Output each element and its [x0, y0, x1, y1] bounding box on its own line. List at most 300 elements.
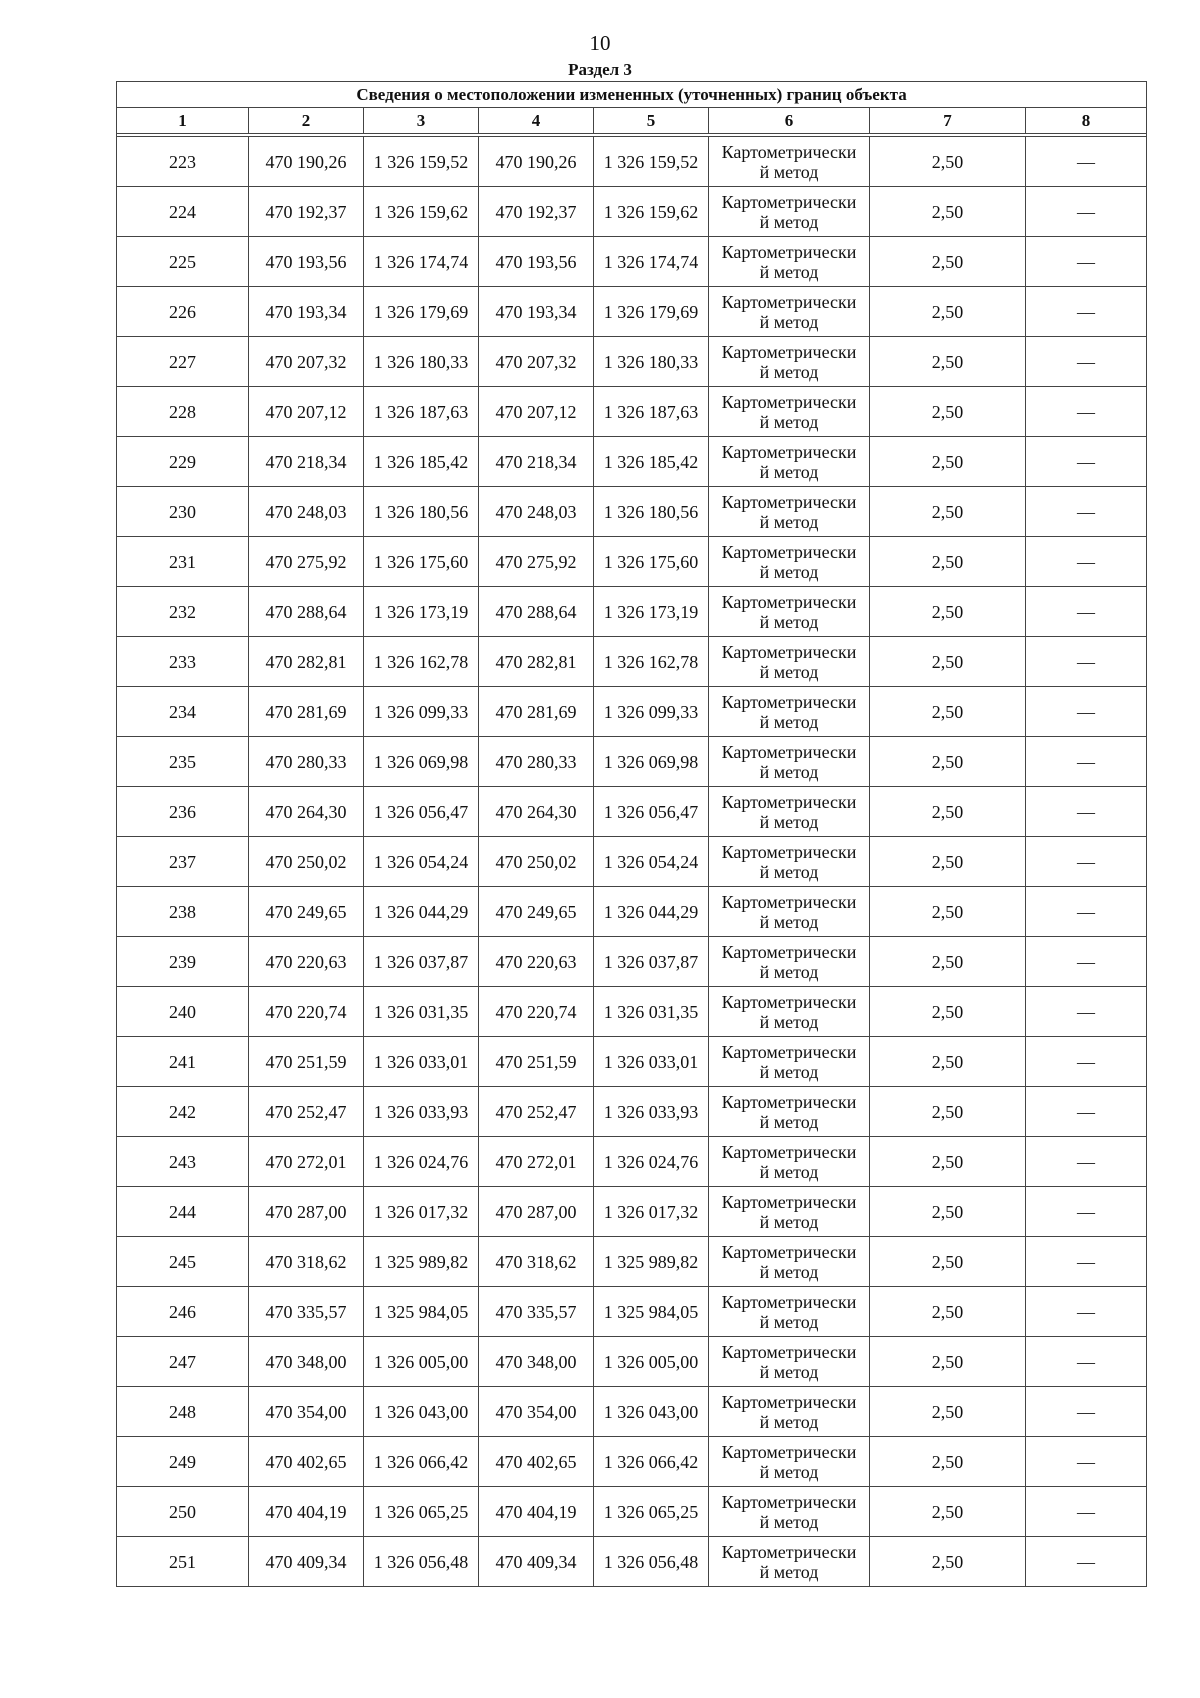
- x-new-cell: 470 280,33: [479, 737, 594, 787]
- table-row: [117, 1287, 1147, 1337]
- precision-cell: 2,50: [870, 687, 1026, 737]
- point-number-cell: 244: [117, 1187, 249, 1237]
- point-number-cell: 225: [117, 237, 249, 287]
- precision-cell: 2,50: [870, 1137, 1026, 1187]
- point-number-cell: 241: [117, 1037, 249, 1087]
- method-line-2: й метод: [759, 811, 819, 832]
- x-existing-cell: 470 264,30: [249, 787, 364, 837]
- description-cell: [1026, 137, 1147, 187]
- y-existing-cell: 1 325 989,82: [364, 1237, 479, 1287]
- method-cell: [709, 1537, 870, 1587]
- x-new-cell: 470 287,00: [479, 1187, 594, 1237]
- x-existing-cell: 470 348,00: [249, 1337, 364, 1387]
- x-new-cell: 470 249,65: [479, 887, 594, 937]
- description-cell: [1026, 787, 1147, 837]
- point-number-cell: 242: [117, 1087, 249, 1137]
- y-new-cell: 1 326 033,01: [594, 1037, 709, 1087]
- method-line-1: Картометрически: [721, 641, 857, 662]
- method-cell: [709, 537, 870, 587]
- dash-mark: —: [1077, 1001, 1096, 1022]
- table-row: [117, 1337, 1147, 1387]
- column-number: 5: [594, 108, 709, 134]
- precision-cell: 2,50: [870, 1237, 1026, 1287]
- method-line-2: й метод: [759, 211, 819, 232]
- column-number: 1: [117, 108, 249, 134]
- y-new-cell: 1 326 065,25: [594, 1487, 709, 1537]
- x-existing-cell: 470 280,33: [249, 737, 364, 787]
- table-caption: Сведения о местоположении измененных (уточненных) границ объекта: [117, 82, 1147, 108]
- table-row: [117, 1237, 1147, 1287]
- method-line-1: Картометрически: [721, 391, 857, 412]
- y-existing-cell: 1 326 159,62: [364, 187, 479, 237]
- x-existing-cell: 470 402,65: [249, 1437, 364, 1487]
- precision-cell: 2,50: [870, 837, 1026, 887]
- precision-cell: 2,50: [870, 137, 1026, 187]
- x-existing-cell: 470 250,02: [249, 837, 364, 887]
- table-row: [117, 1387, 1147, 1437]
- method-line-2: й метод: [759, 511, 819, 532]
- x-new-cell: 470 409,34: [479, 1537, 594, 1587]
- table-row: [117, 637, 1147, 687]
- y-existing-cell: 1 326 037,87: [364, 937, 479, 987]
- point-number-cell: 228: [117, 387, 249, 437]
- x-existing-cell: 470 275,92: [249, 537, 364, 587]
- x-new-cell: 470 354,00: [479, 1387, 594, 1437]
- description-cell: [1026, 1437, 1147, 1487]
- method-line-1: Картометрически: [721, 1341, 857, 1362]
- point-number-cell: 227: [117, 337, 249, 387]
- x-existing-cell: 470 272,01: [249, 1137, 364, 1187]
- x-existing-cell: 470 404,19: [249, 1487, 364, 1537]
- method-cell: [709, 187, 870, 237]
- y-existing-cell: 1 326 162,78: [364, 637, 479, 687]
- method-line-1: Картометрически: [721, 1391, 857, 1412]
- x-new-cell: 470 193,56: [479, 237, 594, 287]
- dash-mark: —: [1077, 651, 1096, 672]
- y-existing-cell: 1 326 056,47: [364, 787, 479, 837]
- point-number-cell: 232: [117, 587, 249, 637]
- method-line-2: й метод: [759, 1211, 819, 1232]
- dash-mark: —: [1077, 201, 1096, 222]
- dash-mark: —: [1077, 1451, 1096, 1472]
- method-line-2: й метод: [759, 1361, 819, 1382]
- point-number-cell: 231: [117, 537, 249, 587]
- method-line-2: й метод: [759, 911, 819, 932]
- y-existing-cell: 1 326 024,76: [364, 1137, 479, 1187]
- y-new-cell: 1 326 173,19: [594, 587, 709, 637]
- y-new-cell: 1 326 175,60: [594, 537, 709, 587]
- table-row: [117, 1437, 1147, 1487]
- point-number-cell: 240: [117, 987, 249, 1037]
- y-existing-cell: 1 325 984,05: [364, 1287, 479, 1337]
- y-new-cell: 1 326 180,56: [594, 487, 709, 537]
- dash-mark: —: [1077, 851, 1096, 872]
- method-line-1: Картометрически: [721, 841, 857, 862]
- dash-mark: —: [1077, 601, 1096, 622]
- x-existing-cell: 470 193,34: [249, 287, 364, 337]
- y-existing-cell: 1 326 069,98: [364, 737, 479, 787]
- table-row: [117, 1187, 1147, 1237]
- precision-cell: 2,50: [870, 1437, 1026, 1487]
- description-cell: [1026, 337, 1147, 387]
- point-number-cell: 250: [117, 1487, 249, 1537]
- precision-cell: 2,50: [870, 1287, 1026, 1337]
- method-line-1: Картометрически: [721, 1041, 857, 1062]
- method-cell: [709, 1437, 870, 1487]
- x-existing-cell: 470 409,34: [249, 1537, 364, 1587]
- method-line-2: й метод: [759, 1461, 819, 1482]
- description-cell: [1026, 487, 1147, 537]
- method-line-2: й метод: [759, 861, 819, 882]
- method-line-1: Картометрически: [721, 791, 857, 812]
- y-new-cell: 1 326 017,32: [594, 1187, 709, 1237]
- method-line-1: Картометрически: [721, 491, 857, 512]
- y-new-cell: 1 326 056,48: [594, 1537, 709, 1587]
- method-line-2: й метод: [759, 1561, 819, 1582]
- method-line-1: Картометрически: [721, 541, 857, 562]
- point-number-cell: 224: [117, 187, 249, 237]
- y-existing-cell: 1 326 033,01: [364, 1037, 479, 1087]
- y-existing-cell: 1 326 180,33: [364, 337, 479, 387]
- table-row: [117, 287, 1147, 337]
- method-line-1: Картометрически: [721, 441, 857, 462]
- method-line-1: Картометрически: [721, 191, 857, 212]
- x-new-cell: 470 220,63: [479, 937, 594, 987]
- x-new-cell: 470 207,12: [479, 387, 594, 437]
- method-cell: [709, 437, 870, 487]
- description-cell: [1026, 637, 1147, 687]
- column-number: 8: [1026, 108, 1147, 134]
- y-new-cell: 1 326 031,35: [594, 987, 709, 1037]
- column-number: 3: [364, 108, 479, 134]
- precision-cell: 2,50: [870, 187, 1026, 237]
- column-number-row: [117, 108, 1147, 134]
- y-existing-cell: 1 326 099,33: [364, 687, 479, 737]
- point-number-cell: 229: [117, 437, 249, 487]
- dash-mark: —: [1077, 251, 1096, 272]
- y-new-cell: 1 326 037,87: [594, 937, 709, 987]
- y-existing-cell: 1 326 017,32: [364, 1187, 479, 1237]
- x-new-cell: 470 282,81: [479, 637, 594, 687]
- point-number-cell: 245: [117, 1237, 249, 1287]
- precision-cell: 2,50: [870, 887, 1026, 937]
- y-new-cell: 1 326 159,52: [594, 137, 709, 187]
- x-new-cell: 470 318,62: [479, 1237, 594, 1287]
- table-row: [117, 487, 1147, 537]
- y-new-cell: 1 325 984,05: [594, 1287, 709, 1337]
- dash-mark: —: [1077, 551, 1096, 572]
- method-line-2: й метод: [759, 411, 819, 432]
- y-new-cell: 1 326 180,33: [594, 337, 709, 387]
- point-number-cell: 239: [117, 937, 249, 987]
- method-line-1: Картометрически: [721, 1191, 857, 1212]
- description-cell: [1026, 737, 1147, 787]
- y-new-cell: 1 325 989,82: [594, 1237, 709, 1287]
- method-cell: [709, 587, 870, 637]
- x-new-cell: 470 248,03: [479, 487, 594, 537]
- precision-cell: 2,50: [870, 937, 1026, 987]
- method-cell: [709, 1137, 870, 1187]
- method-cell: [709, 1487, 870, 1537]
- x-existing-cell: 470 282,81: [249, 637, 364, 687]
- description-cell: [1026, 287, 1147, 337]
- method-line-2: й метод: [759, 1261, 819, 1282]
- x-new-cell: 470 402,65: [479, 1437, 594, 1487]
- dash-mark: —: [1077, 951, 1096, 972]
- y-new-cell: 1 326 054,24: [594, 837, 709, 887]
- y-new-cell: 1 326 056,47: [594, 787, 709, 837]
- y-new-cell: 1 326 159,62: [594, 187, 709, 237]
- precision-cell: 2,50: [870, 1187, 1026, 1237]
- method-line-1: Картометрически: [721, 691, 857, 712]
- x-existing-cell: 470 281,69: [249, 687, 364, 737]
- x-existing-cell: 470 220,74: [249, 987, 364, 1037]
- precision-cell: 2,50: [870, 1037, 1026, 1087]
- column-number: 7: [870, 108, 1026, 134]
- page-number: 10: [589, 31, 611, 55]
- description-cell: [1026, 1137, 1147, 1187]
- method-line-2: й метод: [759, 661, 819, 682]
- point-number-cell: 237: [117, 837, 249, 887]
- table-row: [117, 837, 1147, 887]
- dash-mark: —: [1077, 901, 1096, 922]
- method-cell: [709, 1087, 870, 1137]
- description-cell: [1026, 1237, 1147, 1287]
- table-row: [117, 537, 1147, 587]
- dash-mark: —: [1077, 1101, 1096, 1122]
- method-line-2: й метод: [759, 161, 819, 182]
- method-cell: [709, 287, 870, 337]
- y-new-cell: 1 326 005,00: [594, 1337, 709, 1387]
- precision-cell: 2,50: [870, 1337, 1026, 1387]
- precision-cell: 2,50: [870, 637, 1026, 687]
- dash-mark: —: [1077, 301, 1096, 322]
- precision-cell: 2,50: [870, 1487, 1026, 1537]
- method-cell: [709, 687, 870, 737]
- method-line-1: Картометрически: [721, 341, 857, 362]
- x-existing-cell: 470 287,00: [249, 1187, 364, 1237]
- dash-mark: —: [1077, 1351, 1096, 1372]
- dash-mark: —: [1077, 1401, 1096, 1422]
- description-cell: [1026, 887, 1147, 937]
- dash-mark: —: [1077, 701, 1096, 722]
- method-line-1: Картометрически: [721, 1541, 857, 1562]
- method-cell: [709, 1287, 870, 1337]
- y-existing-cell: 1 326 056,48: [364, 1537, 479, 1587]
- precision-cell: 2,50: [870, 237, 1026, 287]
- precision-cell: 2,50: [870, 1537, 1026, 1587]
- table-body: [117, 134, 1147, 1587]
- method-line-1: Картометрически: [721, 591, 857, 612]
- x-existing-cell: 470 192,37: [249, 187, 364, 237]
- description-cell: [1026, 1337, 1147, 1387]
- method-cell: [709, 837, 870, 887]
- x-new-cell: 470 252,47: [479, 1087, 594, 1137]
- description-cell: [1026, 1487, 1147, 1537]
- y-new-cell: 1 326 174,74: [594, 237, 709, 287]
- method-cell: [709, 337, 870, 387]
- x-existing-cell: 470 248,03: [249, 487, 364, 537]
- x-new-cell: 470 272,01: [479, 1137, 594, 1187]
- y-existing-cell: 1 326 180,56: [364, 487, 479, 537]
- method-cell: [709, 1337, 870, 1387]
- precision-cell: 2,50: [870, 987, 1026, 1037]
- description-cell: [1026, 187, 1147, 237]
- y-new-cell: 1 326 187,63: [594, 387, 709, 437]
- method-line-1: Картометрически: [721, 741, 857, 762]
- dash-mark: —: [1077, 1201, 1096, 1222]
- y-existing-cell: 1 326 031,35: [364, 987, 479, 1037]
- method-cell: [709, 787, 870, 837]
- method-line-2: й метод: [759, 611, 819, 632]
- table-row: [117, 587, 1147, 637]
- table-row: [117, 1037, 1147, 1087]
- table-row: [117, 1087, 1147, 1137]
- table-row: [117, 887, 1147, 937]
- method-line-2: й метод: [759, 561, 819, 582]
- method-cell: [709, 737, 870, 787]
- method-line-1: Картометрически: [721, 1091, 857, 1112]
- x-new-cell: 470 281,69: [479, 687, 594, 737]
- table-row: [117, 787, 1147, 837]
- description-cell: [1026, 387, 1147, 437]
- precision-cell: 2,50: [870, 737, 1026, 787]
- method-line-2: й метод: [759, 1411, 819, 1432]
- method-line-1: Картометрически: [721, 1441, 857, 1462]
- y-new-cell: 1 326 033,93: [594, 1087, 709, 1137]
- y-existing-cell: 1 326 033,93: [364, 1087, 479, 1137]
- method-line-1: Картометрически: [721, 291, 857, 312]
- method-line-2: й метод: [759, 1111, 819, 1132]
- description-cell: [1026, 1537, 1147, 1587]
- description-cell: [1026, 237, 1147, 287]
- description-cell: [1026, 587, 1147, 637]
- x-existing-cell: 470 288,64: [249, 587, 364, 637]
- method-cell: [709, 987, 870, 1037]
- dash-mark: —: [1077, 501, 1096, 522]
- method-line-2: й метод: [759, 1061, 819, 1082]
- method-cell: [709, 1237, 870, 1287]
- section-title: Раздел 3: [568, 60, 632, 79]
- table-row: [117, 687, 1147, 737]
- x-existing-cell: 470 220,63: [249, 937, 364, 987]
- dash-mark: —: [1077, 451, 1096, 472]
- method-line-1: Картометрически: [721, 241, 857, 262]
- point-number-cell: 246: [117, 1287, 249, 1337]
- y-new-cell: 1 326 162,78: [594, 637, 709, 687]
- y-existing-cell: 1 326 179,69: [364, 287, 479, 337]
- x-new-cell: 470 404,19: [479, 1487, 594, 1537]
- x-new-cell: 470 190,26: [479, 137, 594, 187]
- column-number: 6: [709, 108, 870, 134]
- point-number-cell: 248: [117, 1387, 249, 1437]
- method-line-2: й метод: [759, 961, 819, 982]
- x-existing-cell: 470 252,47: [249, 1087, 364, 1137]
- point-number-cell: 251: [117, 1537, 249, 1587]
- point-number-cell: 247: [117, 1337, 249, 1387]
- y-existing-cell: 1 326 159,52: [364, 137, 479, 187]
- method-cell: [709, 137, 870, 187]
- x-existing-cell: 470 218,34: [249, 437, 364, 487]
- method-line-1: Картометрически: [721, 1491, 857, 1512]
- method-line-2: й метод: [759, 711, 819, 732]
- table-row: [117, 1137, 1147, 1187]
- y-existing-cell: 1 326 044,29: [364, 887, 479, 937]
- description-cell: [1026, 1187, 1147, 1237]
- method-line-2: й метод: [759, 311, 819, 332]
- y-new-cell: 1 326 069,98: [594, 737, 709, 787]
- x-new-cell: 470 193,34: [479, 287, 594, 337]
- y-new-cell: 1 326 024,76: [594, 1137, 709, 1187]
- table-row: [117, 187, 1147, 237]
- method-line-1: Картометрически: [721, 991, 857, 1012]
- x-new-cell: 470 220,74: [479, 987, 594, 1037]
- x-existing-cell: 470 354,00: [249, 1387, 364, 1437]
- y-existing-cell: 1 326 054,24: [364, 837, 479, 887]
- table-row: [117, 1537, 1147, 1587]
- dash-mark: —: [1077, 151, 1096, 172]
- method-cell: [709, 1387, 870, 1437]
- column-number: 4: [479, 108, 594, 134]
- y-new-cell: 1 326 099,33: [594, 687, 709, 737]
- table-row: [117, 737, 1147, 787]
- y-new-cell: 1 326 044,29: [594, 887, 709, 937]
- method-line-2: й метод: [759, 761, 819, 782]
- dash-mark: —: [1077, 1301, 1096, 1322]
- dash-mark: —: [1077, 401, 1096, 422]
- point-number-cell: 226: [117, 287, 249, 337]
- description-cell: [1026, 437, 1147, 487]
- x-new-cell: 470 335,57: [479, 1287, 594, 1337]
- point-number-cell: 223: [117, 137, 249, 187]
- dash-mark: —: [1077, 801, 1096, 822]
- precision-cell: 2,50: [870, 1087, 1026, 1137]
- method-cell: [709, 937, 870, 987]
- y-existing-cell: 1 326 005,00: [364, 1337, 479, 1387]
- method-line-2: й метод: [759, 261, 819, 282]
- method-line-2: й метод: [759, 361, 819, 382]
- method-cell: [709, 1187, 870, 1237]
- precision-cell: 2,50: [870, 537, 1026, 587]
- x-existing-cell: 470 207,32: [249, 337, 364, 387]
- method-cell: [709, 387, 870, 437]
- description-cell: [1026, 1037, 1147, 1087]
- precision-cell: 2,50: [870, 787, 1026, 837]
- method-line-1: Картометрически: [721, 141, 857, 162]
- x-new-cell: 470 218,34: [479, 437, 594, 487]
- description-cell: [1026, 837, 1147, 887]
- point-number-cell: 249: [117, 1437, 249, 1487]
- dash-mark: —: [1077, 351, 1096, 372]
- boundary-coordinates-table: [116, 81, 1147, 1587]
- x-new-cell: 470 348,00: [479, 1337, 594, 1387]
- precision-cell: 2,50: [870, 1387, 1026, 1437]
- precision-cell: 2,50: [870, 287, 1026, 337]
- x-new-cell: 470 192,37: [479, 187, 594, 237]
- method-cell: [709, 1037, 870, 1087]
- table-row: [117, 387, 1147, 437]
- precision-cell: 2,50: [870, 387, 1026, 437]
- method-line-1: Картометрически: [721, 1141, 857, 1162]
- description-cell: [1026, 1287, 1147, 1337]
- description-cell: [1026, 687, 1147, 737]
- method-line-2: й метод: [759, 461, 819, 482]
- x-new-cell: 470 207,32: [479, 337, 594, 387]
- precision-cell: 2,50: [870, 437, 1026, 487]
- y-existing-cell: 1 326 043,00: [364, 1387, 479, 1437]
- table-row: [117, 937, 1147, 987]
- method-line-1: Картометрически: [721, 941, 857, 962]
